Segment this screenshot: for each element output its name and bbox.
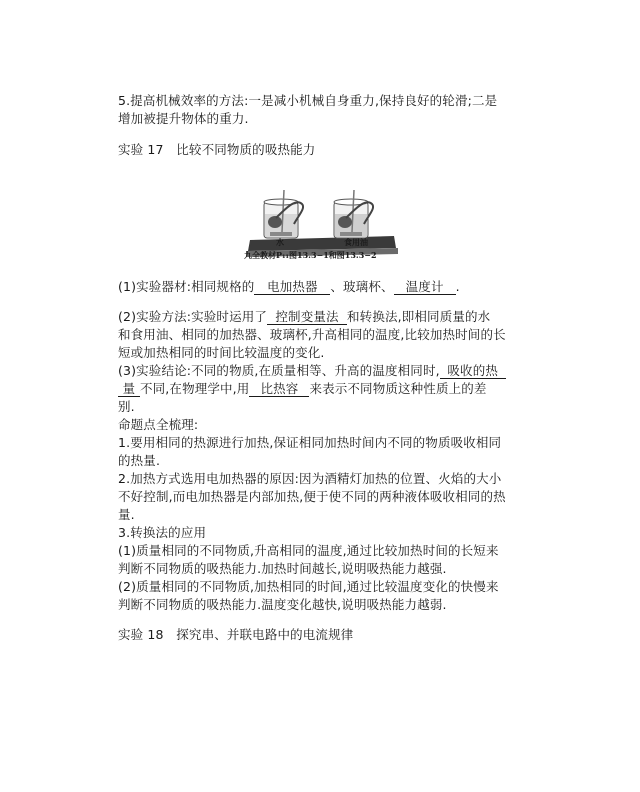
method-rest: 和转换法,即相同质量的水 <box>347 309 491 324</box>
equipment-mid: 、玻璃杯、 <box>330 279 394 294</box>
method-line2: 和食用油、相同的加热器、玻璃杯,升高相同的温度,比较加热时间的长 <box>118 327 506 342</box>
conclusion-line2 <box>118 380 538 398</box>
equipment-suffix: . <box>455 279 460 294</box>
equipment-blank-thermometer: 温度计 <box>394 279 456 295</box>
conclusion-mid: 不同,在物理学中,用 <box>140 381 250 396</box>
equipment-line <box>118 278 538 296</box>
equipment-prefix: (1)实验器材:相同规格的 <box>118 279 255 294</box>
exp18-title: 实验 18 探究串、并联电路中的电流规律 <box>118 627 354 642</box>
exp17-title: 实验 17 比较不同物质的吸热能力 <box>118 142 316 157</box>
conclusion-line1 <box>118 362 538 380</box>
point2-line2: 不好控制,而电加热器是内部加热,便于使不同的两种液体吸收相同的热 <box>118 489 506 504</box>
point3b-line2: 判断不同物质的吸热能力.温度变化越快,说明吸热能力越弱. <box>118 597 447 612</box>
method-line1 <box>118 308 538 326</box>
point1-line2: 的热量. <box>118 453 161 468</box>
conclusion-text1: (3)实验结论:不同的物质,在质量相等、升高的温度相同时, <box>118 363 440 378</box>
method-blank: 控制变量法 <box>267 309 347 325</box>
method-line3: 短或加热相同的时间比较温度的变化. <box>118 345 325 360</box>
conclusion-line3: 别. <box>118 399 135 414</box>
point1-line1: 1.要用相同的热源进行加热,保证相同加热时间内不同的物质吸收相同 <box>118 435 502 450</box>
point3-title: 3.转换法的应用 <box>118 525 207 540</box>
point2-line1: 2.加热方式选用电加热器的原因:因为酒精灯加热的位置、火焰的大小 <box>118 471 502 486</box>
water-beaker <box>264 190 303 238</box>
point2-line3: 量. <box>118 507 135 522</box>
conclusion-blank1a: 吸收的热 <box>440 363 506 379</box>
label-water: 水 <box>276 238 284 247</box>
method-prefix: (2)实验方法:实验时运用了 <box>118 309 268 324</box>
conclusion-blank2: 比热容 <box>249 381 309 397</box>
oil-beaker <box>334 190 373 238</box>
figure-caption: 九全教材P₁₁图13.3−1和图13.3−2 <box>244 250 377 260</box>
experiment-figure <box>246 188 398 274</box>
point3b-line1: (2)质量相同的不同物质,加热相同的时间,通过比较温度变化的快慢来 <box>118 579 499 594</box>
point5-line1: 5.提高机械效率的方法:一是减小机械自身重力,保持良好的轮滑;二是 <box>118 93 498 108</box>
point3a-line1: (1)质量相同的不同物质,升高相同的温度,通过比较加热时间的长短来 <box>118 543 499 558</box>
point5-line2: 增加被提升物体的重力. <box>118 111 249 126</box>
point3a-line2: 判断不同物质的吸热能力.加热时间越长,说明吸热能力越强. <box>118 561 447 576</box>
points-title: 命题点全梳理: <box>118 417 199 432</box>
conclusion-blank1b: 量 <box>118 381 140 397</box>
equipment-blank-heater: 电加热器 <box>254 279 330 295</box>
conclusion-rest: 来表示不同物质这种性质上的差 <box>309 381 487 396</box>
label-oil: 食用油 <box>344 238 368 247</box>
